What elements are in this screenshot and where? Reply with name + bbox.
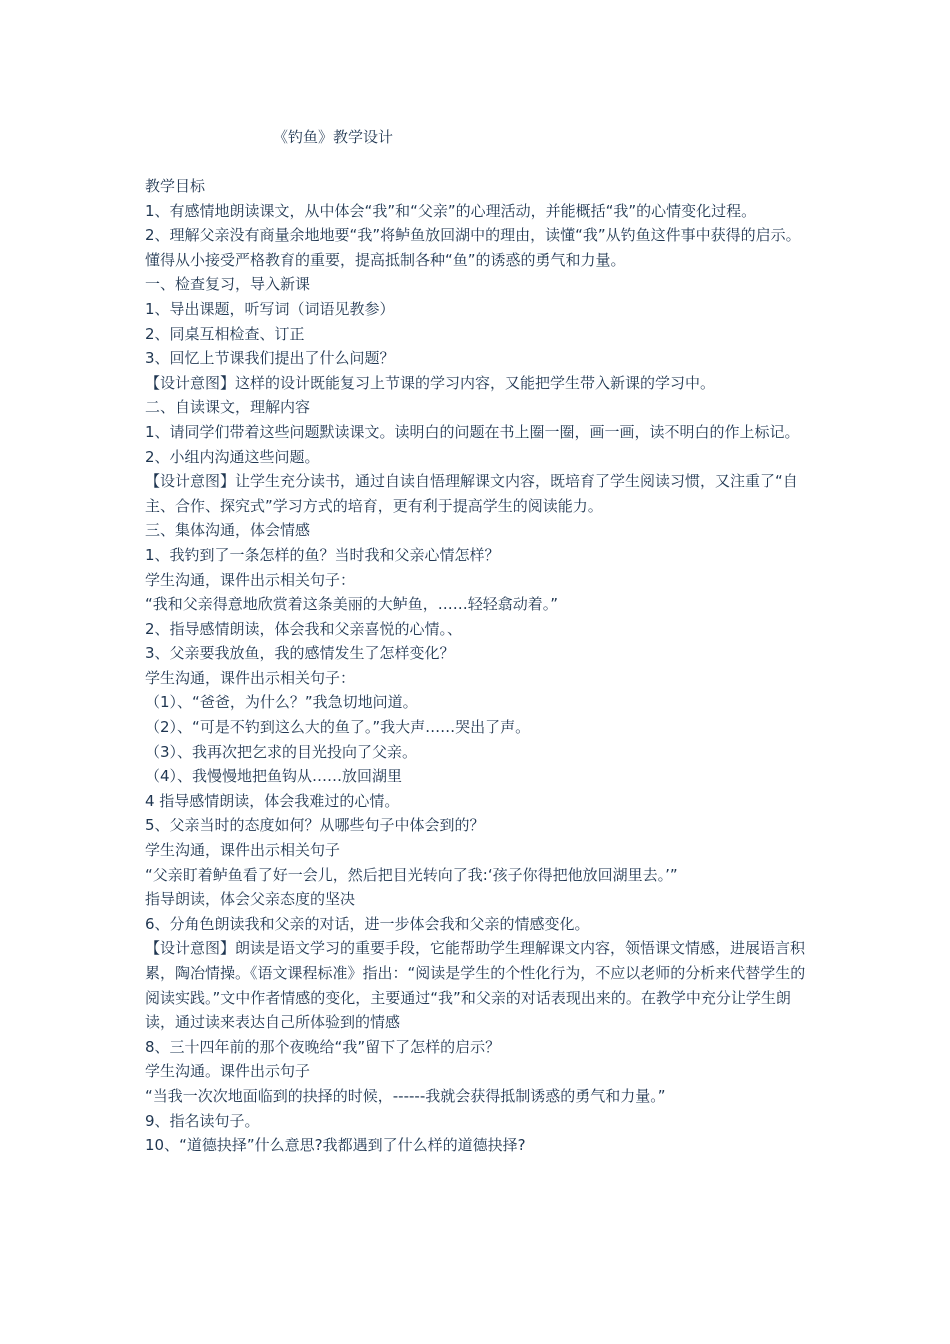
quote: （3）、我再次把乞求的目光投向了父亲。 [145,742,418,761]
paragraph: 8、三十四年前的那个夜晚给“我”留下了怎样的启示？ [145,1037,501,1056]
paragraph: 4 指导感情朗读，体会我难过的心情。 [145,791,400,810]
paragraph: 10、“道德抉择”什么意思?我都遇到了什么样的道德抉择? [145,1136,526,1155]
quote: （2）、“可是不钓到这么大的鱼了。”我大声……哭出了声。 [145,718,531,737]
section-heading: 教学目标 [145,177,206,195]
quote: （4）、我慢慢地把鱼钩从……放回湖里 [145,767,403,786]
paragraph: 2、指导感情朗读，体会我和父亲喜悦的心情。、 [145,619,463,638]
section-heading: 三、集体沟通，体会情感 [145,521,311,540]
paragraph: 学生沟通，课件出示相关句子： [145,570,356,589]
paragraph: 5、父亲当时的态度如何？从哪些句子中体会到的？ [145,816,485,835]
paragraph: 2、小组内沟通这些问题。 [145,447,320,466]
paragraph: 学生沟通，课件出示相关句子： [145,668,356,687]
quote: “当我一次次地面临到的抉择的时候，------我就会获得抵制诱惑的勇气和力量。” [145,1086,666,1105]
design-intent: 【设计意图】这样的设计既能复习上节课的学习内容，又能把学生带入新课的学习中。 [145,373,716,392]
paragraph: 2、同桌互相检查、订正 [145,324,305,343]
paragraph: 1、请同学们带着这些问题默读课文。读明白的问题在书上圈一圈，画一画，读不明白的作上标记。 [145,422,800,441]
paragraph: 指导朗读，体会父亲态度的坚决 [145,890,356,909]
quote: （1）、“爸爸，为什么？”我急切地问道。 [145,693,418,712]
paragraph: 6、分角色朗读我和父亲的对话，进一步体会我和父亲的情感变化。 [145,914,590,933]
section-heading: 二、自读课文，理解内容 [145,398,311,417]
paragraph: 1、我钓到了一条怎样的鱼？当时我和父亲心情怎样？ [145,545,500,564]
paragraph: 学生沟通。课件出示句子 [145,1062,311,1081]
design-intent: 【设计意图】让学生充分读书，通过自读自悟理解课文内容，既培育了学生阅读习惯，又注重了“自主、合作、探究式”学习方式的培育，更有利于提高学生的阅读能力。 [145,472,798,515]
quote: “我和父亲得意地欣赏着这条美丽的大鲈鱼，……轻轻翕动着。” [145,595,559,614]
document-title: 《钓鱼》教学设计 [273,128,394,146]
design-intent: 【设计意图】朗读是语文学习的重要手段，它能帮助学生理解课文内容，领悟课文情感，进展语言积累，陶冶情操。《语文课程标准》指出：“阅读是学生的个性化行为，不应以老师的分析来代替学生的阅读实践。”文中作者情感的变化，主要通过“我”和父亲的对话表现出来的。在教学中充分让学生朗读，通过读来表达自己所体验到的情感 [145,939,806,1032]
paragraph: 2、理解父亲没有商量余地地要“我”将鲈鱼放回湖中的理由，读懂“我”从钓鱼这件事中获得的启示。懂得从小接受严格教育的重要，提高抵制各种“鱼”的诱惑的勇气和力量。 [145,226,801,269]
paragraph: 3、回忆上节课我们提出了什么问题？ [145,349,395,368]
section-heading: 一、检查复习，导入新课 [145,275,311,294]
document-body [145,174,813,1158]
paragraph: 3、父亲要我放鱼，我的感情发生了怎样变化？ [145,644,455,663]
paragraph: 1、有感情地朗读课文，从中体会“我”和“父亲”的心理活动，并能概括“我”的心情变化过程。 [145,201,757,220]
paragraph: 学生沟通，课件出示相关句子 [145,841,341,860]
paragraph: 9、指名读句子。 [145,1111,260,1130]
paragraph: 1、导出课题，听写词（词语见教参） [145,299,395,318]
quote: “父亲盯着鲈鱼看了好一会儿，然后把目光转向了我:‘孩子你得把他放回湖里去。’” [145,865,678,884]
